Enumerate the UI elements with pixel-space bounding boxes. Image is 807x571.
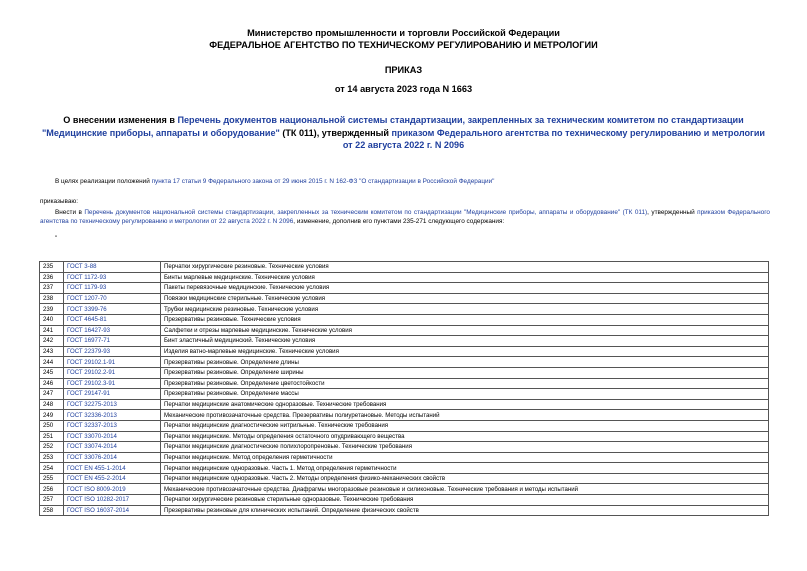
standard-title: Презервативы резиновые. Технические условия (161, 314, 769, 325)
table-row (40, 378, 769, 389)
table-row (40, 484, 769, 495)
standard-link[interactable]: ГОСТ 1172-93 (64, 272, 161, 283)
row-number: 238 (40, 293, 64, 304)
table-row (40, 304, 769, 315)
order-link[interactable]: приказом Федерального агентства по техническому регулированию и метрологии от 22 августа 2022 г. N 2096 (40, 209, 770, 225)
table-row (40, 389, 769, 400)
table-row (40, 283, 769, 294)
table-row (40, 463, 769, 474)
title-link-list[interactable]: Перечень документов национальной системы стандартизации, закрепленных за техническим комитетом по стандартизации "Медицинские приборы, аппараты и оборудование" (41, 115, 744, 138)
table-row (40, 410, 769, 421)
standard-link[interactable]: ГОСТ 22379-93 (64, 346, 161, 357)
standard-title: Презервативы резиновые. Определение ширины (161, 367, 769, 378)
table-row (40, 272, 769, 283)
standard-title: Перчатки медицинские диагностические полихлоропреновые. Технические требования (161, 442, 769, 453)
agency-name: ФЕДЕРАЛЬНОЕ АГЕНТСТВО ПО ТЕХНИЧЕСКОМУ РЕГУЛИРОВАНИЮ И МЕТРОЛОГИИ (209, 40, 598, 50)
row-number: 244 (40, 357, 64, 368)
table-row (40, 431, 769, 442)
standard-title: Перчатки хирургические резиновые. Технические условия (161, 262, 769, 273)
title-middle: (ТК 011), утвержденный (279, 127, 392, 138)
title-prefix: О внесении изменения в (63, 115, 178, 125)
row-number: 242 (40, 336, 64, 347)
standard-title: Перчатки медицинские. Методы определения остаточного опудривающего вещества (161, 431, 769, 442)
standard-title: Бинт эластичный медицинский. Технические условия (161, 336, 769, 347)
row-number: 239 (40, 304, 64, 315)
title-link-order[interactable]: приказом Федерального агентства по техническому регулированию и метрологии от 22 августа 2022 г. N 2096 (342, 127, 765, 150)
order-word: приказываю: (40, 198, 78, 205)
standard-title: Перчатки медицинские диагностические нитрильные. Технические требования (161, 420, 769, 431)
standard-link[interactable]: ГОСТ 32336-2013 (64, 410, 161, 421)
standard-title: Салфетки и отрезы марлевые медицинские. Технические условия (161, 325, 769, 336)
standard-link[interactable]: ГОСТ 4645-81 (64, 314, 161, 325)
row-number: 252 (40, 442, 64, 453)
row-number: 243 (40, 346, 64, 357)
row-number: 258 (40, 505, 64, 516)
table-row (40, 442, 769, 453)
standard-title: Механические противозачаточные средства. Диафрагмы многоразовые резиновые и силиконовые. Технические требования и методы испытаний (161, 484, 769, 495)
row-number: 245 (40, 367, 64, 378)
standard-title: Бинты марлевые медицинские. Технические условия (161, 272, 769, 283)
standard-link[interactable]: ГОСТ ISO 10282-2017 (64, 495, 161, 506)
standard-title: Перчатки медицинские анатомические одноразовые. Технические требования (161, 399, 769, 410)
row-number: 251 (40, 431, 64, 442)
standards-table (39, 261, 769, 516)
preamble-prefix: В целях реализации положений (55, 178, 152, 185)
quote-mark: " (55, 236, 58, 242)
row-number: 253 (40, 452, 64, 463)
standard-title: Перчатки медицинские. Метод определения герметичности (161, 452, 769, 463)
standard-link[interactable]: ГОСТ ISO 16037-2014 (64, 505, 161, 516)
standard-title: Трубки медицинские резиновые. Технические условия (161, 304, 769, 315)
standard-title: Перчатки хирургические резиновые стерильные одноразовые. Технические требования (161, 495, 769, 506)
standard-title: Пакеты перевязочные медицинские. Технические условия (161, 283, 769, 294)
standard-link[interactable]: ГОСТ 16427-93 (64, 325, 161, 336)
table-row (40, 473, 769, 484)
standard-title: Повязки медицинские стерильные. Технические условия (161, 293, 769, 304)
row-number: 237 (40, 283, 64, 294)
standard-link[interactable]: ГОСТ 29102.3-91 (64, 378, 161, 389)
standard-link[interactable]: ГОСТ 1179-93 (64, 283, 161, 294)
standard-title: Презервативы резиновые. Определение массы (161, 389, 769, 400)
row-number: 247 (40, 389, 64, 400)
table-row (40, 336, 769, 347)
standard-link[interactable]: ГОСТ 33070-2014 (64, 431, 161, 442)
row-number: 256 (40, 484, 64, 495)
order-suffix: , изменение, дополнив его пунктами 235-271 следующего содержания: (293, 218, 505, 225)
table-row (40, 346, 769, 357)
order-paragraph (40, 208, 770, 226)
standard-title: Изделия ватно-марлевые медицинские. Технические условия (161, 346, 769, 357)
standard-title: Презервативы резиновые. Определение длины (161, 357, 769, 368)
table-row (40, 325, 769, 336)
table-row (40, 420, 769, 431)
standard-link[interactable]: ГОСТ 29102.1-91 (64, 357, 161, 368)
standard-title: Перчатки медицинские одноразовые. Часть 1. Метод определения герметичности (161, 463, 769, 474)
standards-table-body (40, 262, 769, 516)
standard-link[interactable]: ГОСТ 3-88 (64, 262, 161, 273)
row-number: 250 (40, 420, 64, 431)
order-middle: , утвержденный (647, 209, 698, 216)
row-number: 246 (40, 378, 64, 389)
preamble-paragraph (55, 177, 494, 186)
standard-link[interactable]: ГОСТ 29147-91 (64, 389, 161, 400)
standard-link[interactable]: ГОСТ 33076-2014 (64, 452, 161, 463)
standard-title: Перчатки медицинские одноразовые. Часть 2. Методы определения физико-механических свойств (161, 473, 769, 484)
row-number: 254 (40, 463, 64, 474)
standard-link[interactable]: ГОСТ 16977-71 (64, 336, 161, 347)
table-row (40, 367, 769, 378)
standard-title: Презервативы резиновые для клинических испытаний. Определение физических свойств (161, 505, 769, 516)
table-row (40, 495, 769, 506)
standard-link[interactable]: ГОСТ EN 455-1-2014 (64, 463, 161, 474)
row-number: 248 (40, 399, 64, 410)
table-row (40, 505, 769, 516)
order-prefix: Внести в (55, 209, 85, 216)
table-row (40, 262, 769, 273)
table-row (40, 399, 769, 410)
row-number: 255 (40, 473, 64, 484)
standard-link[interactable]: ГОСТ 29102.2-91 (64, 367, 161, 378)
table-row (40, 357, 769, 368)
table-row (40, 452, 769, 463)
standard-link[interactable]: ГОСТ EN 455-2-2014 (64, 473, 161, 484)
ministry-name: Министерство промышленности и торговли Российской Федерации (247, 28, 560, 38)
row-number: 236 (40, 272, 64, 283)
document-type: ПРИКАЗ (384, 65, 423, 75)
row-number: 249 (40, 410, 64, 421)
standard-title: Презервативы резиновые. Определение цветостойкости (161, 378, 769, 389)
document-date-number: от 14 августа 2023 года N 1663 (334, 84, 473, 94)
standard-link[interactable]: ГОСТ 32337-2013 (64, 420, 161, 431)
standard-link[interactable]: ГОСТ 32275-2013 (64, 399, 161, 410)
standard-link[interactable]: ГОСТ 3399-76 (64, 304, 161, 315)
row-number: 240 (40, 314, 64, 325)
table-row (40, 293, 769, 304)
law-link[interactable]: пункта 17 статьи 9 Федерального закона от 29 июня 2015 г. N 162-ФЗ "О стандартизации в Российской Федерации" (151, 178, 495, 185)
list-link[interactable]: Перечень документов национальной системы стандартизации, закрепленных за техническим комитетом по стандартизации "Медицинские приборы, аппараты и оборудование" (ТК 011) (84, 209, 648, 216)
row-number: 257 (40, 495, 64, 506)
standard-link[interactable]: ГОСТ ISO 8009-2019 (64, 484, 161, 495)
document-title (38, 114, 769, 152)
standard-link[interactable]: ГОСТ 1207-70 (64, 293, 161, 304)
standard-link[interactable]: ГОСТ 33074-2014 (64, 442, 161, 453)
row-number: 235 (40, 262, 64, 273)
row-number: 241 (40, 325, 64, 336)
table-row (40, 314, 769, 325)
standard-title: Механические противозачаточные средства. Презервативы полиуретановые. Методы испытаний (161, 410, 769, 421)
